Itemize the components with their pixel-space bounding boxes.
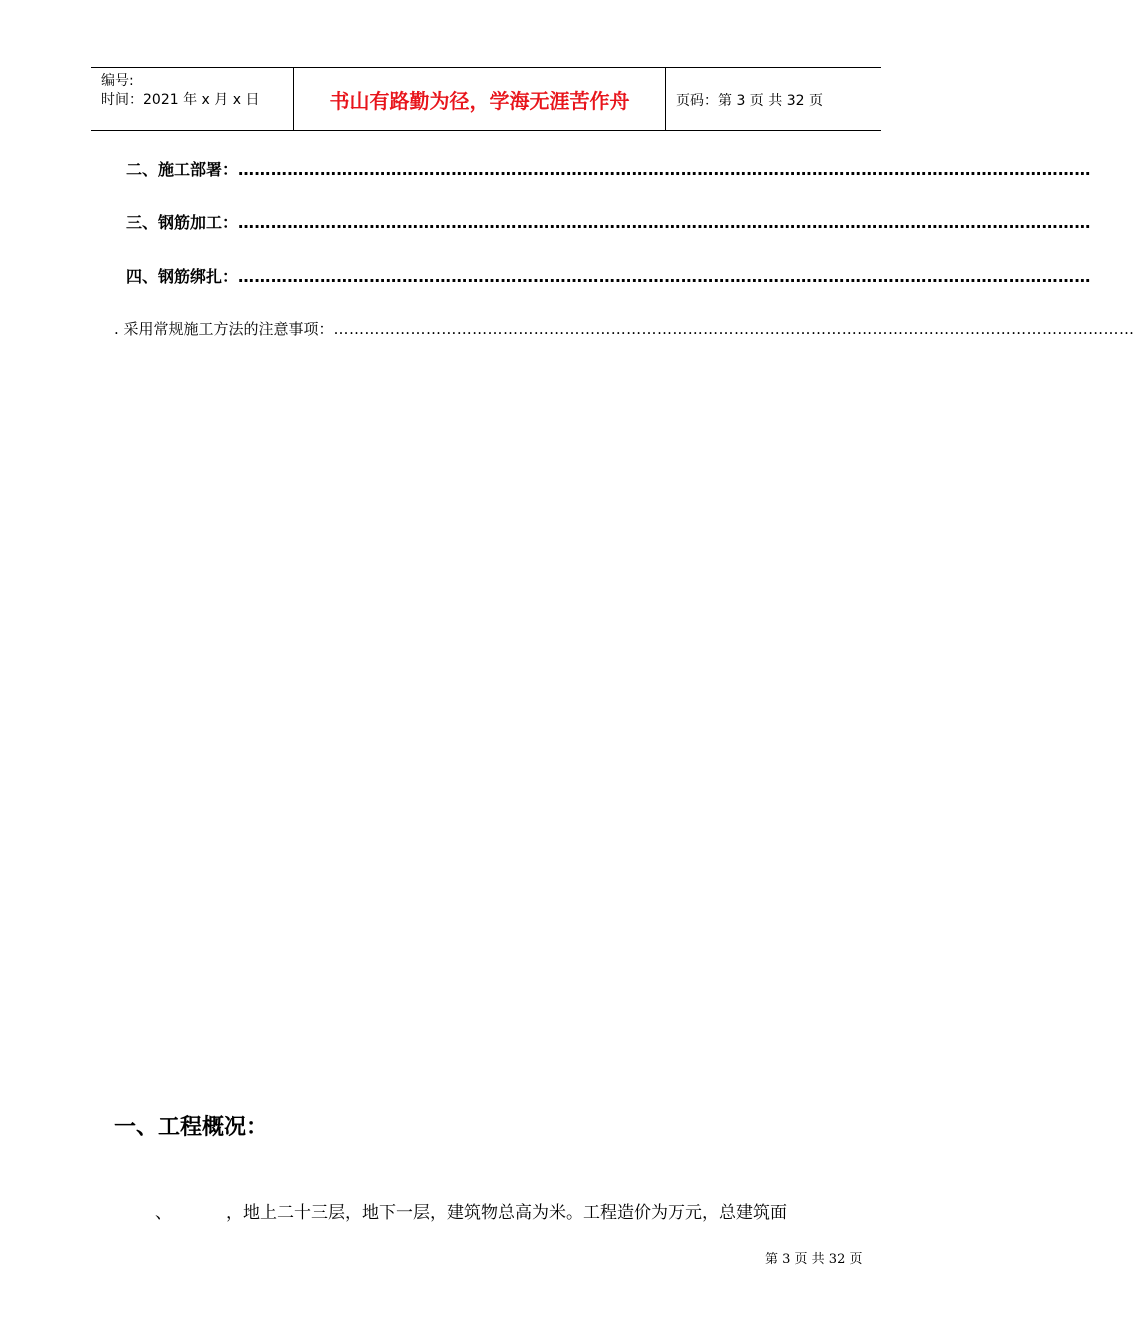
toc-entry[interactable] xyxy=(114,318,1134,339)
header-motto: 书山有路勤为径，学海无涯苦作舟 xyxy=(329,89,630,113)
toc-entry-title: 三、钢筋加工： xyxy=(126,213,239,232)
document-number-label: 编号: xyxy=(101,73,134,89)
toc-entry-title: 二、施工部署： xyxy=(126,160,239,179)
header-motto-cell xyxy=(294,68,666,130)
page-footer: 第 3 页 共 32 页 xyxy=(765,1252,863,1267)
toc-entry-title: 四、钢筋绑扎： xyxy=(126,267,239,286)
toc-entry[interactable] xyxy=(126,157,1091,180)
toc-leader-dots: ………………………………………………………………………………………………………………………………………… xyxy=(333,320,1134,338)
body-paragraph: 、 ，地上二十三层，地下一层，建筑物总高为米。工程造价为万元，总建筑面 xyxy=(155,1203,788,1223)
header-page-info: 页码：第 3 页 共 32 页 xyxy=(676,93,823,109)
toc-leader-dots: ………………………………………………………………………………………………………………………………………… xyxy=(238,267,1091,286)
toc-entry[interactable] xyxy=(126,264,1091,287)
document-header xyxy=(91,67,881,131)
toc-entry[interactable] xyxy=(126,210,1091,233)
toc-leader-dots: ………………………………………………………………………………………………………………………………………… xyxy=(238,160,1091,179)
header-page-cell xyxy=(666,68,881,130)
toc-leader-dots: ………………………………………………………………………………………………………………………………………… xyxy=(238,213,1091,232)
section-heading: 一、工程概况： xyxy=(114,1115,269,1140)
toc-entry-title: . 采用常规施工方法的注意事项： xyxy=(114,320,334,338)
header-meta-cell xyxy=(91,68,294,130)
document-date: 时间：2021 年 x 月 x 日 xyxy=(101,92,260,108)
